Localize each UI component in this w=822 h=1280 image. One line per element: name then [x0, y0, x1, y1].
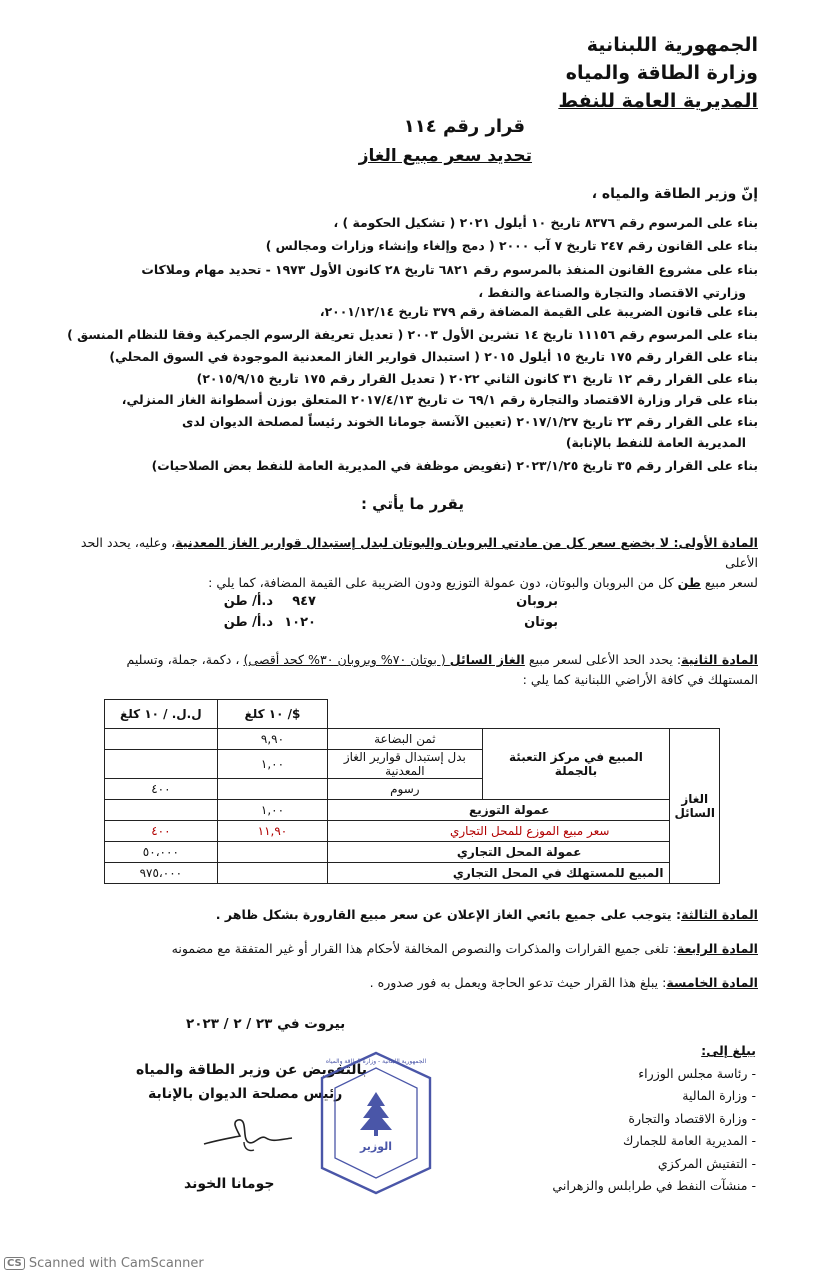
table-header-blank — [482, 700, 719, 729]
article-1-bold-text: : لا يخضع سعر كل من مادتي البروبان والبوتان لبدل إستبدال قوارير الغاز المعدنية — [175, 535, 679, 550]
scanner-watermark — [4, 1256, 204, 1271]
table-row — [105, 842, 720, 863]
cell-usd: ١,٠٠ — [217, 750, 327, 779]
article-1-unit: طن — [677, 575, 701, 590]
reference-line: بناء على القرار رقم ٢٣ تاريخ ٢٠١٧/١/٢٧ (تعيين الآنسة جومانا الخوند رئيساً لمصلحة الديوان لدى — [182, 414, 758, 429]
stamp-center-text: الوزير — [359, 1140, 393, 1153]
signature-line-1: بالتفويض عن وزير الطاقة والمياه — [136, 1062, 368, 1078]
table-row — [105, 800, 720, 821]
cell-usd: ١,٠٠ — [217, 800, 327, 821]
article-2-post: ، دكمة، جملة، وتسليم — [126, 652, 244, 667]
article-1 — [70, 533, 758, 593]
cell-usd — [217, 863, 327, 884]
price-butane-value: ١٠٢٠ — [284, 615, 316, 630]
article-2 — [70, 650, 758, 690]
cell-lbp — [105, 800, 218, 821]
camscanner-logo-icon: CS — [4, 1257, 25, 1270]
col-usd-header: $/ ١٠ كلغ — [217, 700, 327, 729]
article-1-line2-post: كل من البروبان والبوتان، دون عمولة التوزيع ودون الضريبة على القيمة المضافة، كما يلي : — [208, 575, 678, 590]
row-label-distribution-commission: عمولة التوزيع — [328, 800, 670, 821]
reference-line: بناء على القرار رقم ١٧٥ تاريخ ١٥ أيلول ٢٠١٥ ( استبدال قوارير الغاز المعدنية الموجودة في السوق المحلي) — [109, 349, 758, 364]
article-2-bold: الغاز السائل — [449, 652, 525, 667]
list-item: - وزارة المالية — [682, 1088, 756, 1103]
price-butane-unit: د.أ/ طن — [223, 615, 273, 630]
header-republic: الجمهورية اللبنانية — [586, 34, 758, 56]
article-1-line2-pre: لسعر مبيع — [700, 575, 758, 590]
reference-line: وزارتي الاقتصاد والتجارة والصناعة والنفط ، — [478, 285, 746, 300]
cell-lbp: ٩٧٥،٠٠٠ — [105, 863, 218, 884]
ministry-stamp — [317, 1050, 435, 1196]
header-ministry: وزارة الطاقة والمياه — [565, 62, 758, 84]
cell-lbp: ٤٠٠ — [105, 821, 218, 842]
reference-line: بناء على المرسوم رقم ٨٣٧٦ تاريخ ١٠ أيلول ٢٠٢١ ( تشكيل الحكومة ) ، — [333, 215, 758, 230]
distribution-list — [552, 1040, 756, 1198]
article-3-label: المادة الثالثة — [681, 907, 758, 922]
distribution-title: يبلغ إلى: — [701, 1043, 756, 1058]
table-header-blank — [328, 700, 482, 729]
handwritten-signature — [196, 1112, 306, 1158]
article-1-rest: ، وعليه، يحدد الحد الأعلى — [80, 535, 758, 570]
reference-line: بناء على القرار رقم ١٢ تاريخ ٣١ كانون الثاني ٢٠٢٢ ( تعديل القرار رقم ١٧٥ تاريخ ٢٠١٥/٩/١٥) — [196, 371, 758, 386]
table-row — [105, 863, 720, 884]
article-2-mid: ( بوتان ٧٠% وبروبان ٣٠% كحد أقصى) — [243, 652, 450, 667]
signature-line-2: رئيس مصلحة الديوان بالإنابة — [148, 1086, 343, 1102]
reference-line: بناء على المرسوم رقم ١١١٥٦ تاريخ ١٤ تشرين الأول ٢٠٠٣ ( تعديل تعريفة الرسوم الجمركية وفقا للنظام المنسق ) — [67, 327, 758, 342]
gas-price-table — [104, 699, 720, 884]
article-5-label: المادة الخامسة — [666, 975, 758, 990]
price-propane-unit: د.أ/ طن — [223, 594, 273, 609]
cedar-icon — [360, 1092, 392, 1130]
cell-lbp: ٤٠٠ — [105, 779, 218, 800]
article-5-text: : يبلغ هذا القرار حيث تدعو الحاجة ويعمل به فور صدوره . — [369, 975, 667, 990]
cell-usd — [217, 842, 327, 863]
header-directorate: المديرية العامة للنفط — [558, 90, 758, 112]
reference-line: المديرية العامة للنفط بالإنابة) — [565, 435, 746, 450]
article-1-label: المادة الأولى — [678, 535, 758, 550]
list-item: - منشآت النفط في طرابلس والزهراني — [552, 1178, 756, 1193]
article-2-line2: المستهلك في كافة الأراضي اللبنانية كما يلي : — [522, 672, 758, 687]
stamp-ring-text: الجمهورية اللبنانية - وزارة الطاقة والمياه — [325, 1058, 427, 1065]
cell-lbp — [105, 750, 218, 779]
article-4 — [70, 939, 758, 959]
article-4-label: المادة الرابعة — [676, 941, 758, 956]
row-label-wholesale: المبيع في مركز التعبئة بالجملة — [482, 729, 670, 800]
decision-title: تحديد سعر مبيع الغاز — [358, 146, 532, 166]
intro-line: إنّ وزير الطاقة والمياه ، — [591, 186, 758, 202]
article-2-label: المادة الثانية — [681, 652, 758, 667]
scanner-text: Scanned with CamScanner — [28, 1256, 204, 1271]
decides-heading: يقرر ما يأتي : — [360, 495, 464, 513]
cell-usd: ٩,٩٠ — [217, 729, 327, 750]
signatory-name: جومانا الخوند — [184, 1176, 275, 1192]
article-3-text: : يتوجب على جميع بائعي الغاز الإعلان عن سعر مبيع القارورة بشكل ظاهر . — [215, 907, 682, 922]
row-label-consumer-price: المبيع للمستهلك في المحل التجاري — [328, 863, 670, 884]
price-propane-value: ٩٤٧ — [292, 594, 316, 609]
row-sub-cylinder-replacement: بدل إستبدال قوارير الغاز المعدنية — [328, 750, 482, 779]
article-2-pre: : يحدد الحد الأعلى لسعر مبيع — [524, 652, 682, 667]
date-line: بيروت في ٢٣ / ٢ / ٢٠٢٣ — [186, 1016, 346, 1032]
cell-usd — [217, 779, 327, 800]
decision-number: قرار رقم ١١٤ — [403, 116, 525, 137]
article-5 — [70, 973, 758, 993]
table-header-row — [105, 700, 720, 729]
cell-lbp: ٥٠،٠٠٠ — [105, 842, 218, 863]
cell-lbp — [105, 729, 218, 750]
row-sub-goods-price: ثمن البضاعة — [328, 729, 482, 750]
table-row — [105, 821, 720, 842]
list-item: - المديرية العامة للجمارك — [623, 1133, 756, 1148]
reference-line: بناء على القرار رقم ٣٥ تاريخ ٢٠٢٣/١/٢٥ (تفويض موظفة في المديرية العامة للنفط بعض الصلاحيات) — [151, 458, 758, 473]
reference-line: بناء على قرار وزارة الاقتصاد والتجارة رقم ٦٩/١ ت تاريخ ٢٠١٧/٤/١٣ المتعلق بوزن أسطوانة الغاز المنزلي، — [121, 392, 758, 407]
row-label-distributor-price: سعر مبيع الموزع للمحل التجاري — [328, 821, 670, 842]
reference-line: بناء على القانون رقم ٢٤٧ تاريخ ٧ آب ٢٠٠٠ ( دمج وإلغاء وإنشاء وزارات ومجالس ) — [265, 238, 758, 253]
article-3 — [70, 905, 758, 925]
price-butane-name: بوتان — [524, 615, 558, 630]
group-label-liquid-gas: الغاز السائل — [670, 729, 720, 884]
list-item: - التفتيش المركزي — [657, 1155, 756, 1171]
row-label-shop-commission: عمولة المحل التجاري — [328, 842, 670, 863]
price-propane-name: بروبان — [516, 594, 558, 609]
list-item: - رئاسة مجلس الوزراء — [638, 1065, 756, 1081]
col-lbp-header: ل.ل. / ١٠ كلغ — [105, 700, 218, 729]
article-4-text: : تلغى جميع القرارات والمذكرات والنصوص المخالفة لأحكام هذا القرار أو غير المتفقة مع مضمونه — [171, 941, 677, 956]
list-item: - وزارة الاقتصاد والتجارة — [628, 1110, 756, 1126]
cell-usd: ١١,٩٠ — [217, 821, 327, 842]
row-sub-fees: رسوم — [328, 779, 482, 800]
table-row — [105, 729, 720, 750]
reference-line: بناء على مشروع القانون المنفذ بالمرسوم رقم ٦٨٢١ تاريخ ٢٨ كانون الأول ١٩٧٣ - تحديد مهام وملاكات — [141, 262, 758, 277]
reference-line: بناء على قانون الضريبة على القيمة المضافة رقم ٣٧٩ تاريخ ٢٠٠١/١٢/١٤، — [319, 304, 758, 319]
